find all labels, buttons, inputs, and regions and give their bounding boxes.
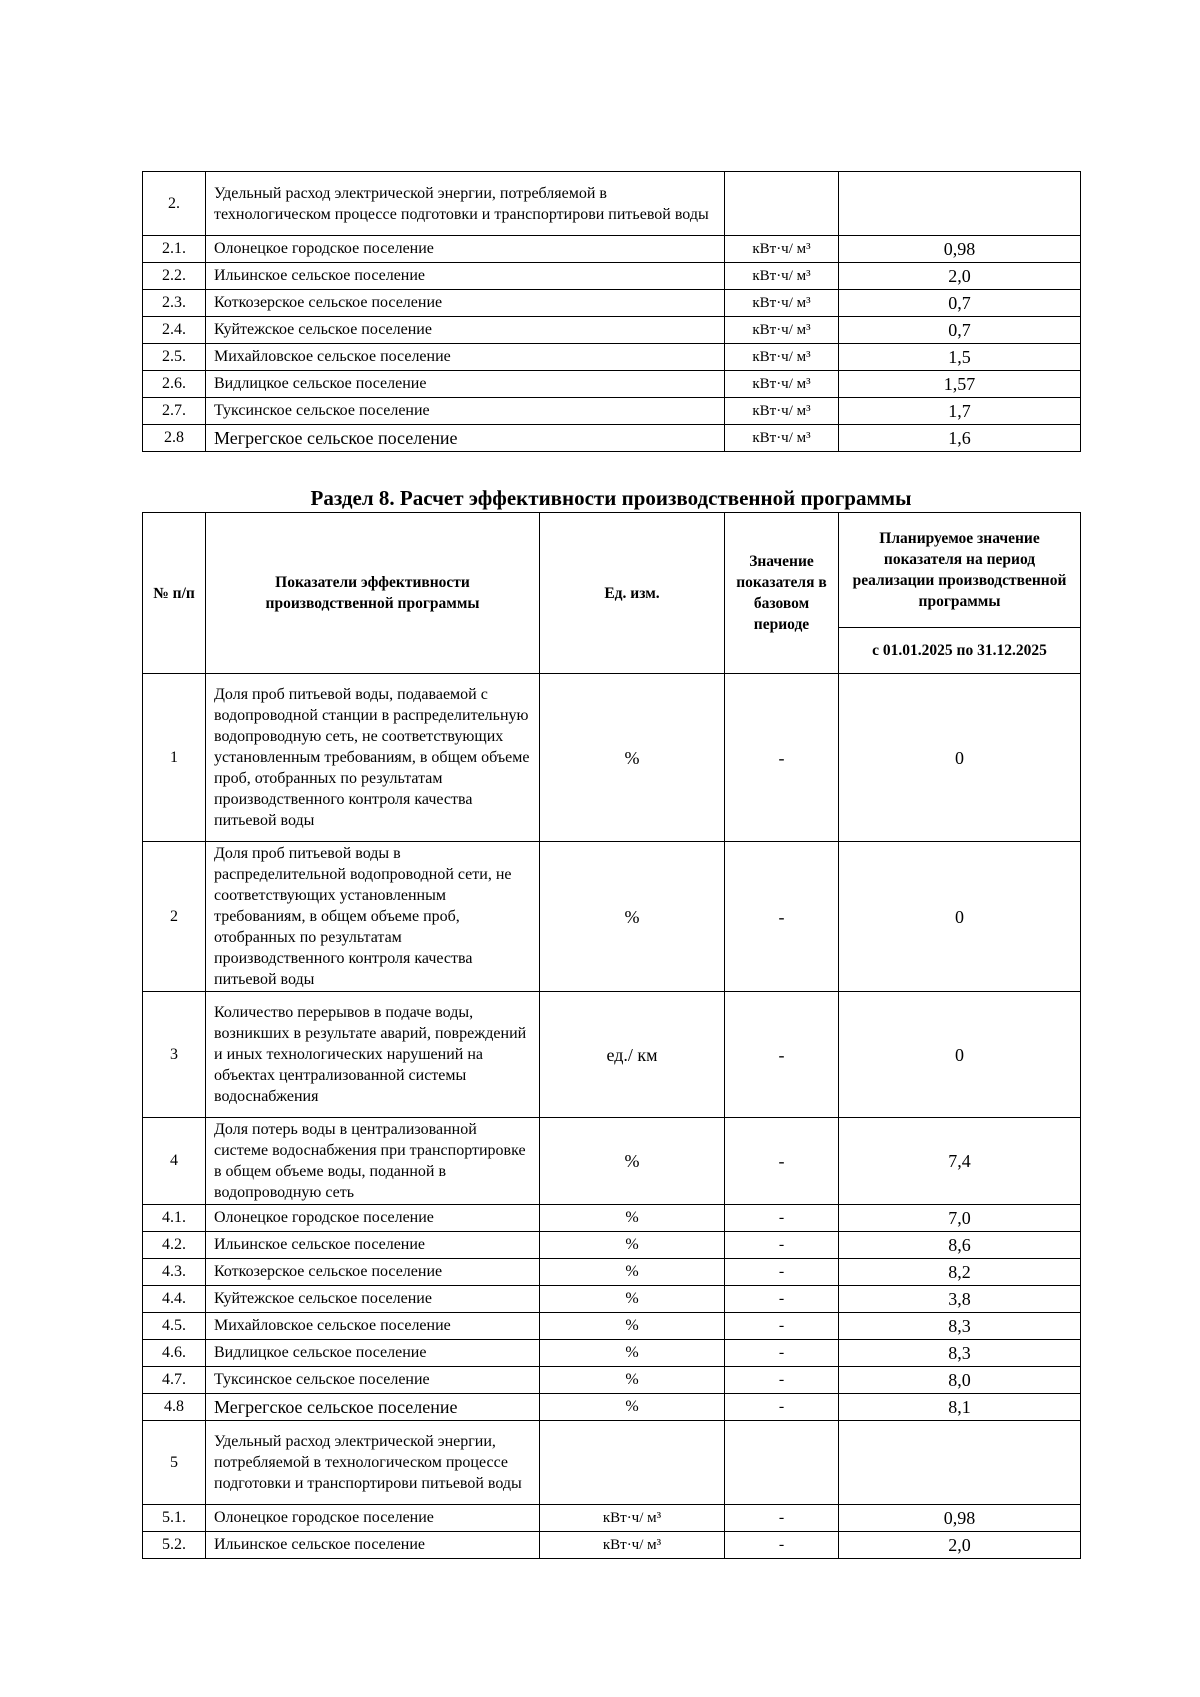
energy-consumption-table [142,171,1081,452]
table-row [143,1313,1081,1340]
value-cell: 8,6 [839,1232,1081,1259]
value-cell: 1,7 [839,398,1081,425]
unit-cell: кВт·ч/ м³ [725,371,839,398]
unit-cell: кВт·ч/ м³ [725,263,839,290]
settlement-name: Мегрегское сельское поселение [206,425,725,452]
row-number: 4.8 [143,1394,206,1421]
header-indicator: Показатели эффективности производственной программы [206,513,540,674]
indicator-name: Удельный расход электрической энергии, потребляемой в технологическом процессе подготовки и транспортирови питьевой воды [206,172,725,236]
unit-cell [725,172,839,236]
indicator-name: Количество перерывов в подаче воды, возникших в результате аварий, повреждений и иных технологических нарушений на объектах централизованной системы водоснабжения [206,992,540,1118]
table-row [143,371,1081,398]
table-row [143,263,1081,290]
value-cell: 0 [839,842,1081,992]
base-value-cell: - [725,1367,839,1394]
table-row [143,842,1081,992]
value-cell: 2,0 [839,1532,1081,1559]
row-number: 2.6. [143,371,206,398]
base-value-cell: - [725,1286,839,1313]
row-number: 5.1. [143,1505,206,1532]
settlement-name: Видлицкое сельское поселение [206,371,725,398]
table-row [143,1505,1081,1532]
value-cell: 8,0 [839,1367,1081,1394]
settlement-name: Видлицкое сельское поселение [206,1340,540,1367]
table-row [143,674,1081,842]
settlement-name: Олонецкое городское поселение [206,1505,540,1532]
table-row [143,398,1081,425]
table-row [143,344,1081,371]
unit-cell: % [540,1394,725,1421]
value-cell: 0,7 [839,317,1081,344]
value-cell: 1,6 [839,425,1081,452]
base-value-cell: - [725,992,839,1118]
row-number: 4.7. [143,1367,206,1394]
unit-cell: кВт·ч/ м³ [540,1532,725,1559]
base-value-cell: - [725,1505,839,1532]
row-number: 2 [143,842,206,992]
base-value-cell: - [725,1313,839,1340]
unit-cell: кВт·ч/ м³ [725,425,839,452]
value-cell: 7,4 [839,1118,1081,1205]
unit-cell: кВт·ч/ м³ [725,344,839,371]
table-row [143,172,1081,236]
table-row [143,1367,1081,1394]
value-cell: 8,3 [839,1340,1081,1367]
unit-cell: кВт·ч/ м³ [725,317,839,344]
row-number: 4.6. [143,1340,206,1367]
value-cell: 0,98 [839,1505,1081,1532]
table-row [143,1340,1081,1367]
value-cell: 1,57 [839,371,1081,398]
value-cell: 8,1 [839,1394,1081,1421]
unit-cell: кВт·ч/ м³ [725,236,839,263]
unit-cell: % [540,674,725,842]
row-number: 4.5. [143,1313,206,1340]
value-cell: 0,98 [839,236,1081,263]
indicator-name: Удельный расход электрической энергии, потребляемой в технологическом процессе подготовки и транспортирови питьевой воды [206,1421,540,1505]
value-cell [839,1421,1081,1505]
row-number: 2.2. [143,263,206,290]
row-number: 2.7. [143,398,206,425]
row-number: 4.1. [143,1205,206,1232]
settlement-name: Михайловское сельское поселение [206,1313,540,1340]
base-value-cell: - [725,674,839,842]
header-base-value: Значение показателя в базовом периоде [725,513,839,674]
settlement-name: Михайловское сельское поселение [206,344,725,371]
row-number: 1 [143,674,206,842]
settlement-name: Коткозерское сельское поселение [206,1259,540,1286]
settlement-name: Мегрегское сельское поселение [206,1394,540,1421]
indicator-name: Доля проб питьевой воды, подаваемой с водопроводной станции в распределительную водопроводную сеть, не соответствующих установленным требованиям, в общем объеме проб, отобранных по результатам производственного контроля качества питьевой воды [206,674,540,842]
header-planned-value: Планируемое значение показателя на период реализации производственной программы [839,513,1081,628]
table-row [143,317,1081,344]
header-unit: Ед. изм. [540,513,725,674]
table-row [143,1232,1081,1259]
base-value-cell: - [725,842,839,992]
value-cell: 0,7 [839,290,1081,317]
row-number: 2.3. [143,290,206,317]
unit-cell: ед./ км [540,992,725,1118]
table-header-row [143,513,1081,628]
value-cell: 2,0 [839,263,1081,290]
row-number: 2.1. [143,236,206,263]
value-cell: 0 [839,674,1081,842]
row-number: 3 [143,992,206,1118]
table-row [143,1394,1081,1421]
settlement-name: Туксинское сельское поселение [206,1367,540,1394]
unit-cell: кВт·ч/ м³ [725,290,839,317]
base-value-cell: - [725,1394,839,1421]
table-row [143,1259,1081,1286]
settlement-name: Куйтежское сельское поселение [206,317,725,344]
base-value-cell: - [725,1118,839,1205]
table-row [143,290,1081,317]
row-number: 4.2. [143,1232,206,1259]
row-number: 4 [143,1118,206,1205]
value-cell: 0 [839,992,1081,1118]
unit-cell: кВт·ч/ м³ [540,1505,725,1532]
base-value-cell: - [725,1259,839,1286]
table-row [143,1421,1081,1505]
value-cell [839,172,1081,236]
row-number: 5 [143,1421,206,1505]
indicator-name: Доля потерь воды в централизованной системе водоснабжения при транспортировке в общем объеме воды, поданной в водопроводную сеть [206,1118,540,1205]
value-cell: 8,2 [839,1259,1081,1286]
unit-cell [540,1421,725,1505]
header-number: № п/п [143,513,206,674]
table-row [143,1286,1081,1313]
row-number: 4.3. [143,1259,206,1286]
base-value-cell: - [725,1532,839,1559]
row-number: 2. [143,172,206,236]
base-value-cell: - [725,1340,839,1367]
unit-cell: кВт·ч/ м³ [725,398,839,425]
unit-cell: % [540,1313,725,1340]
base-value-cell [725,1421,839,1505]
row-number: 4.4. [143,1286,206,1313]
row-number: 2.5. [143,344,206,371]
unit-cell: % [540,1232,725,1259]
settlement-name: Олонецкое городское поселение [206,236,725,263]
table-row [143,425,1081,452]
row-number: 5.2. [143,1532,206,1559]
settlement-name: Ильинское сельское поселение [206,263,725,290]
row-number: 2.4. [143,317,206,344]
value-cell: 3,8 [839,1286,1081,1313]
settlement-name: Ильинское сельское поселение [206,1232,540,1259]
table-row [143,1205,1081,1232]
base-value-cell: - [725,1205,839,1232]
table-row [143,1118,1081,1205]
unit-cell: % [540,1205,725,1232]
efficiency-table [142,512,1081,1559]
row-number: 2.8 [143,425,206,452]
settlement-name: Туксинское сельское поселение [206,398,725,425]
header-period: с 01.01.2025 по 31.12.2025 [839,628,1081,674]
section-title: Раздел 8. Расчет эффективности производственной программы [310,486,912,510]
value-cell: 1,5 [839,344,1081,371]
value-cell: 8,3 [839,1313,1081,1340]
settlement-name: Ильинское сельское поселение [206,1532,540,1559]
table-row [143,236,1081,263]
base-value-cell: - [725,1232,839,1259]
settlement-name: Куйтежское сельское поселение [206,1286,540,1313]
unit-cell: % [540,1367,725,1394]
settlement-name: Коткозерское сельское поселение [206,290,725,317]
indicator-name: Доля проб питьевой воды в распределительной водопроводной сети, не соответствующих установленным требованиям, в общем объеме проб, отобранных по результатам производственного контроля качества питьевой воды [206,842,540,992]
unit-cell: % [540,1340,725,1367]
settlement-name: Олонецкое городское поселение [206,1205,540,1232]
value-cell: 7,0 [839,1205,1081,1232]
table-row [143,1532,1081,1559]
unit-cell: % [540,1259,725,1286]
table-row [143,992,1081,1118]
unit-cell: % [540,1118,725,1205]
unit-cell: % [540,1286,725,1313]
unit-cell: % [540,842,725,992]
